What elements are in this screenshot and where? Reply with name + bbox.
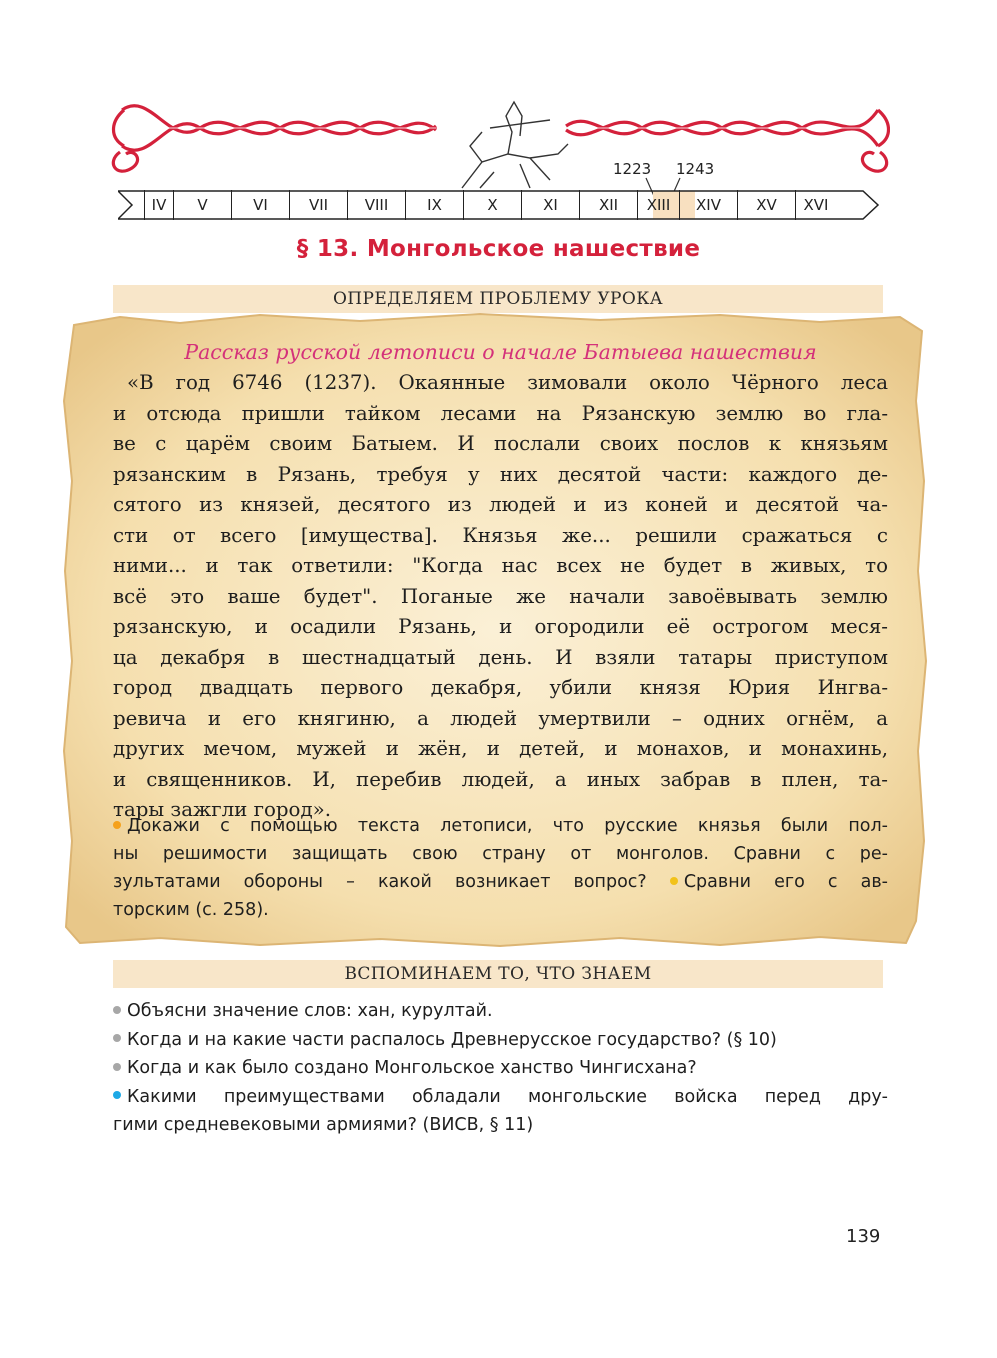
century-vi: VI [232, 190, 290, 220]
list-item [113, 1083, 888, 1112]
section-heading-problem: ОПРЕДЕЛЯЕМ ПРОБЛЕМУ УРОКА [113, 285, 883, 313]
page-number: 139 [846, 1226, 881, 1247]
quote-line: сти от всего [имущества]. Князья же... решили сражаться с [113, 523, 888, 547]
quote-line: ца декабря в шестнадцатый день. И взяли татары приступом [113, 645, 888, 669]
list-item [113, 1054, 888, 1083]
list-item-text: Когда и на какие части распалось Древнерусское государство? (§ 10) [127, 1029, 777, 1050]
task-line: ны решимости защищать свою страну от монголов. Сравни с ре- [113, 844, 888, 864]
gray-bullet-icon [113, 1034, 121, 1042]
task-line [113, 812, 888, 840]
quote-line: «В год 6746 (1237). Окаянные зимовали около Чёрного леса [127, 371, 888, 394]
header-ornament [110, 92, 890, 202]
quote-title: Рассказ русской летописи о начале Батыева нашествия [184, 340, 817, 364]
century-xii: XII [580, 190, 638, 220]
blue-bullet-icon [113, 1091, 121, 1099]
recall-list [113, 997, 888, 1140]
century-viii: VIII [348, 190, 406, 220]
list-item [113, 1026, 888, 1055]
century-v: V [174, 190, 232, 220]
chronicle-quote [113, 368, 888, 826]
century-ix: IX [406, 190, 464, 220]
century-iv: IV [144, 190, 174, 220]
gray-bullet-icon [113, 1006, 121, 1014]
task-text: Сравни его с ав- [683, 872, 888, 892]
orange-bullet-icon [113, 821, 121, 829]
quote-line: сятого из князей, десятого из людей и из коней и десятой ча- [113, 493, 888, 516]
century-timeline [118, 190, 880, 220]
quote-line: всё это ваше будет". Поганые же начали завоёвывать землю [113, 584, 888, 608]
quote-line: и священников. И, перебив людей, а иных забрав в плен, та- [113, 767, 888, 791]
century-xv: XV [738, 190, 796, 220]
century-xvi: XVI [803, 196, 829, 214]
quote-line: ревича и его княгиню, а людей умертвили – одних огнём, а [113, 706, 888, 730]
task-line: торским (с. 258). [113, 900, 269, 920]
quote-line: ве с царём своим Батыем. И послали своих послов к князьям [113, 432, 888, 455]
task-text: зультатами обороны – какой возникает вопрос? [113, 872, 647, 892]
list-item-text: Объясни значение слов: хан, курултай. [127, 1001, 493, 1021]
century-xi: XI [522, 190, 580, 220]
list-item-continuation: гими средневековыми армиями? (ВИСВ, § 11) [113, 1115, 534, 1135]
timeline-years [0, 160, 997, 184]
quote-line: рязанским в Рязань, требуя у них десятой части: каждого де- [113, 462, 888, 486]
quote-line: город двадцать первого декабря, убили князя Юрия Ингва- [113, 676, 888, 699]
task-block [113, 812, 888, 924]
list-item [113, 997, 888, 1026]
century-xiv: XIV [680, 190, 738, 220]
century-xiii: XIII [638, 190, 680, 220]
task-text: Докажи с помощью текста летописи, что русские князья были пол- [127, 816, 888, 836]
quote-line: и отсюда пришли тайком лесами на Рязанскую землю во гла- [113, 401, 888, 425]
year-label: 1223 [613, 160, 652, 178]
century-vii: VII [290, 190, 348, 220]
yellow-bullet-icon [670, 877, 678, 885]
quote-line: тары зажгли город». [113, 798, 332, 821]
section-heading-recall: ВСПОМИНАЕМ ТО, ЧТО ЗНАЕМ [113, 960, 883, 988]
century-x: X [464, 190, 522, 220]
quote-line: других мечом, мужей и жён, и детей, и монахов, и монахинь, [113, 737, 888, 760]
list-item-text: Какими преимуществами обладали монгольские войска перед дру- [127, 1086, 888, 1107]
gray-bullet-icon [113, 1063, 121, 1071]
quote-line: рязанскую, и осадили Рязань, и огородили её острогом меся- [113, 615, 888, 638]
task-line [113, 868, 888, 896]
year-label: 1243 [676, 160, 715, 178]
quote-line: ними... и так ответили: "Когда нас всех не будет в живых, то [113, 554, 888, 577]
list-item-text: Когда и как было создано Монгольское ханство Чингисхана? [127, 1058, 697, 1078]
page-title: § 13. Монгольское нашествие [296, 236, 701, 262]
